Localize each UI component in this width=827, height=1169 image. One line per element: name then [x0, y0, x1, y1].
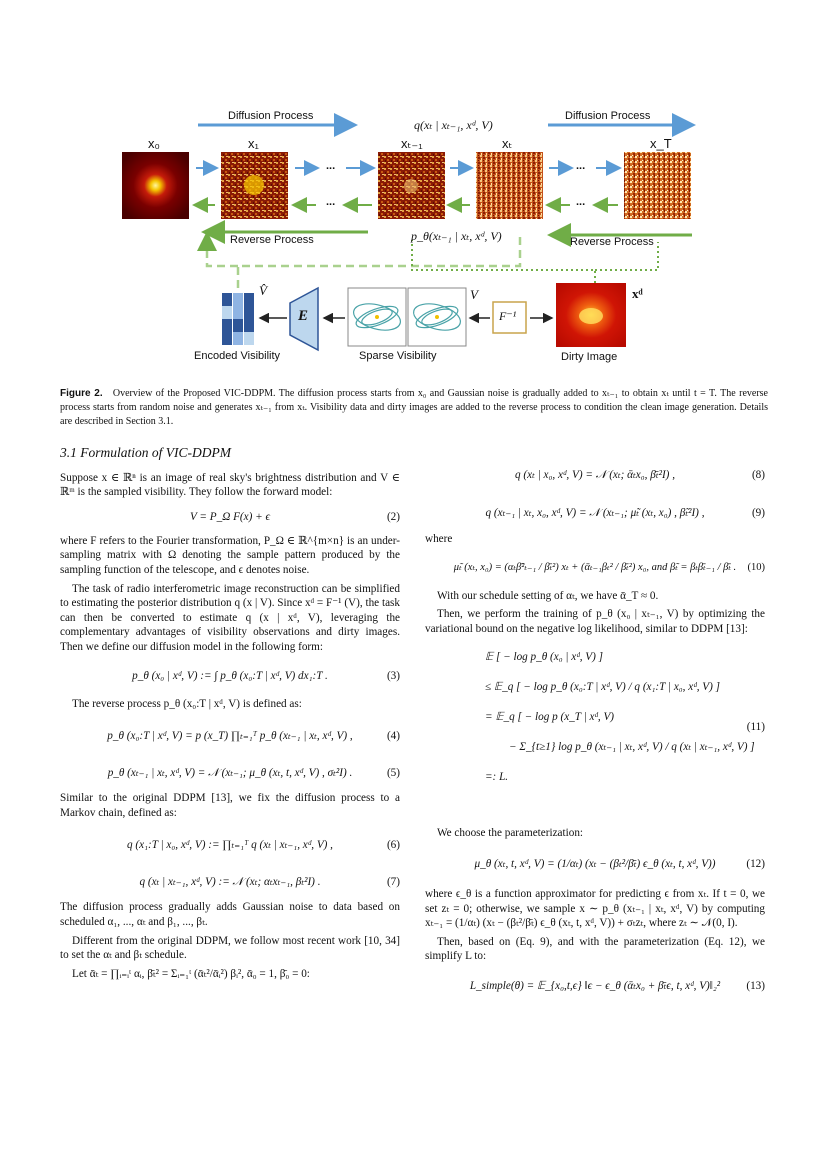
equation-8-number: (8): [751, 469, 765, 481]
encoded-visibility-graphic: [222, 293, 254, 345]
right-paragraph-5: Then, based on (Eq. 9), and with the parameterization (Eq. 12), we simplify L to:: [425, 935, 765, 963]
label-sparse-visibility: Sparse Visibility: [359, 350, 437, 362]
equation-6: [60, 826, 400, 864]
equation-8: [425, 462, 765, 488]
image-xt: [476, 152, 543, 219]
equation-11-line-4: − Σ_{t≥1} log p_θ (xₜ₋₁ | xₜ, xᵈ, V) / q (xₜ | xₜ₋₁, xᵈ, V) ]: [509, 741, 755, 754]
left-paragraph-8: Let ᾱₜ = ∏ᵢ₌ᵢᵗ αᵢ, β̄ₜ² = Σᵢ₌₁ᵗ (ᾱₜ²/ᾱᵢ²) βᵢ², ᾱ₀ = 1, β̄₀ = 0:: [72, 967, 310, 980]
equation-2: [60, 506, 400, 528]
where-label: where: [425, 533, 453, 545]
label-x0: x₀: [148, 136, 160, 151]
equation-7: [60, 870, 400, 894]
equation-7-body: q (xₜ | xₜ₋₁, xᵈ, V) := 𝒩 (xₜ; αₜxₜ₋₁, βₜ²I) .: [139, 876, 321, 889]
right-column: [425, 456, 765, 1008]
ellipsis-top-left: ...: [326, 160, 336, 172]
equation-13-body: L_simple(θ) = 𝔼_{x₀,t,ϵ} ‖ϵ − ϵ_θ (ᾱₜx₀ + β̄ₜϵ, t, xᵈ, V)‖₂²: [469, 979, 721, 992]
left-paragraph-1: Suppose x ∈ ℝⁿ is an image of real sky's brightness distribution and V ∈ ℝᵐ is the sampled visibility. They follow the forward model:: [60, 471, 400, 499]
section-title: 3.1 Formulation of VIC-DDPM: [60, 445, 231, 460]
label-dirty-image: Dirty Image: [561, 351, 618, 363]
figure-diagram: [0, 0, 827, 380]
equation-11-line-5: =: L.: [485, 771, 509, 784]
label-v: V: [470, 287, 478, 302]
equation-4: [60, 717, 400, 755]
label-encoder: E: [298, 308, 309, 324]
label-q-forward: q(xₜ | xₜ₋₁, xᵈ, V): [414, 118, 493, 132]
equation-11: [425, 642, 765, 820]
equation-3-body: p_θ (x₀ | xᵈ, V) := ∫ p_θ (x₀:T | xᵈ, V) dx₁:T .: [132, 669, 328, 682]
equation-10-body: μ̃ₜ (xₜ, x₀) = (αₜβ̄²ₜ₋₁ / β̄ₜ²) xₜ + (ᾱₜ₋₁βₜ² / β̄ₜ²) x₀, and β̃ₜ = βₜβ̄ₜ₋₁ / β̄ₜ .: [453, 561, 737, 573]
figure-2: [0, 0, 827, 380]
right-paragraph-4: where ϵ_θ is a function approximator for predicting ϵ from xₜ. If t = 0, we set zₜ = 0; otherwise, we sample x ∼ p_θ (xₜ₋₁ | xₜ, xᵈ, V) by computing xₜ₋₁ = (1/αₜ) (xₜ − (βₜ²/β̄ₜ) ϵ_θ (xₜ, t, xᵈ, V)) + σₜzₜ, where zₜ ∼ 𝒩(0, I).: [425, 887, 765, 930]
right-paragraph-1: With our schedule setting of αₜ, we have ᾱ_T ≈ 0.: [437, 589, 659, 602]
left-column: [60, 446, 400, 985]
equation-5-number: (5): [386, 767, 400, 780]
equation-10: [425, 553, 765, 583]
equation-11-line-2: ≤ 𝔼_q [ − log p_θ (x₀:T | xᵈ, V) / q (x₁:T | x₀, xᵈ, V) ]: [485, 681, 721, 694]
right-paragraph-2: Then, we perform the training of p_θ (x₀ | xₜ₋₁, V) by optimizing the variational bound on the negative log likelihood, similar to DDPM [13]:: [425, 608, 765, 635]
equation-3-number: (3): [386, 669, 400, 682]
equation-2-number: (2): [386, 510, 400, 523]
equation-11-number: (11): [746, 721, 765, 734]
ellipsis-bottom-left: ...: [326, 196, 336, 208]
equation-9-body: q (xₜ₋₁ | xₜ, x₀, xᵈ, V) = 𝒩 (xₜ₋₁; μ̃ₜ (xₜ, x₀) , β̃ₜ²I) ,: [485, 507, 705, 519]
caption-text: Overview of the Proposed VIC-DDPM. The diffusion process starts from x₀ and Gaussian noise is gradually added to xₜ₋₁ to obtain xₜ until t = T. The reverse process starts from random noise and generates xₜ₋₁ from xₜ. Visibility data and dirty images are added to the reverse process to condition the clean image generation. Details are described in Section 3.1.: [60, 388, 768, 427]
equation-6-number: (6): [386, 839, 400, 852]
equation-12-body: μ_θ (xₜ, t, xᵈ, V) = (1/αₜ) (xₜ − (βₜ²/β̄ₜ) ϵ_θ (xₜ, t, xᵈ, V)): [474, 857, 716, 870]
label-encoded-visibility: Encoded Visibility: [194, 350, 281, 362]
equation-11-line-3: = 𝔼_q [ − log p (x_T | xᵈ, V): [485, 711, 615, 724]
equation-12-number: (12): [746, 857, 765, 870]
ellipsis-bottom-right: ...: [576, 196, 586, 208]
equation-5: [60, 761, 400, 785]
label-xt: xₜ: [502, 136, 513, 151]
right-paragraph-3: We choose the parameterization:: [437, 827, 584, 840]
equation-9-number: (9): [751, 507, 765, 519]
label-xT: x_T: [650, 136, 672, 151]
left-paragraph-6: The diffusion process gradually adds Gaussian noise to data based on scheduled α₁, ..., αₜ and β₁, ..., βₜ.: [60, 901, 400, 928]
label-diffusion-right: Diffusion Process: [565, 110, 651, 122]
equation-13: [425, 970, 765, 1002]
equation-11-line-1: 𝔼 [ − log p_θ (x₀ | xᵈ, V) ]: [485, 651, 604, 664]
image-x0: [122, 152, 189, 219]
figure-caption: [60, 387, 768, 429]
label-v-hat: V̂: [259, 283, 267, 298]
equation-6-body: q (x₁:T | x₀, xᵈ, V) := ∏ₜ₌₁ᵀ q (xₜ | xₜ₋₁, xᵈ, V) ,: [127, 839, 333, 852]
left-paragraph-5: Similar to the original DDPM [13], we fix the diffusion process to a Markov chain, defined as:: [60, 792, 400, 819]
left-paragraph-4: The reverse process p_θ (x₀:T | xᵈ, V) is defined as:: [72, 697, 302, 710]
ellipsis-top-right: ...: [576, 160, 586, 172]
label-f-inv: F⁻¹: [499, 309, 517, 323]
label-x1: x₁: [248, 136, 259, 151]
equation-5-body: p_θ (xₜ₋₁ | xₜ, xᵈ, V) = 𝒩 (xₜ₋₁; μ_θ (xₜ, t, xᵈ, V) , σₜ²I) .: [107, 767, 353, 780]
equation-13-number: (13): [746, 979, 765, 992]
left-paragraph-2: where F refers to the Fourier transformation, P_Ω ∈ ℝ^{m×n} is an under-sampling matrix with Ω denoting the sample pattern produced by the sampling function of the telescope, and ϵ denotes noise.: [60, 534, 400, 576]
equation-3: [60, 661, 400, 691]
equation-8-body: q (xₜ | x₀, xᵈ, V) = 𝒩 (xₜ; ᾱₜx₀, β̄ₜ²I) ,: [515, 469, 675, 481]
label-xt-1: xₜ₋₁: [401, 136, 423, 151]
image-xT: [624, 152, 691, 219]
label-p-reverse: p_θ(xₜ₋₁ | xₜ, xᵈ, V): [411, 229, 502, 243]
left-paragraph-3: The task of radio interferometric image reconstruction can be simplified to estimating the posterior distribution q (x | V). Since xᵈ = F⁻¹ (V), the task can then be converted to estimate q (x | xᵈ, V), leveraging the complementary advantages of visibility observations and dirty images. Then we define our diffusion model in the following form:: [60, 582, 400, 653]
equation-12: [425, 847, 765, 881]
equation-10-number: (10): [747, 561, 765, 573]
equation-4-number: (4): [386, 730, 400, 743]
left-paragraph-7: Different from the original DDPM, we follow most recent work [10, 34] to set the αₜ and βₜ schedule.: [60, 934, 400, 962]
equation-9: [425, 500, 765, 526]
sparse-visibility-graphic: [348, 288, 466, 346]
label-reverse-left: Reverse Process: [230, 234, 314, 246]
label-reverse-right: Reverse Process: [570, 236, 654, 248]
label-xd: xᵈ: [632, 286, 643, 301]
equation-4-body: p_θ (x₀:T | xᵈ, V) = p (x_T) ∏ₜ₌₁ᵀ p_θ (xₜ₋₁ | xₜ, xᵈ, V) ,: [107, 730, 353, 743]
caption-label: Figure 2.: [60, 388, 103, 399]
equation-7-number: (7): [386, 876, 400, 889]
label-diffusion-left: Diffusion Process: [228, 110, 314, 122]
equation-2-body: V = P_Ω F(x) + ϵ: [190, 510, 270, 523]
